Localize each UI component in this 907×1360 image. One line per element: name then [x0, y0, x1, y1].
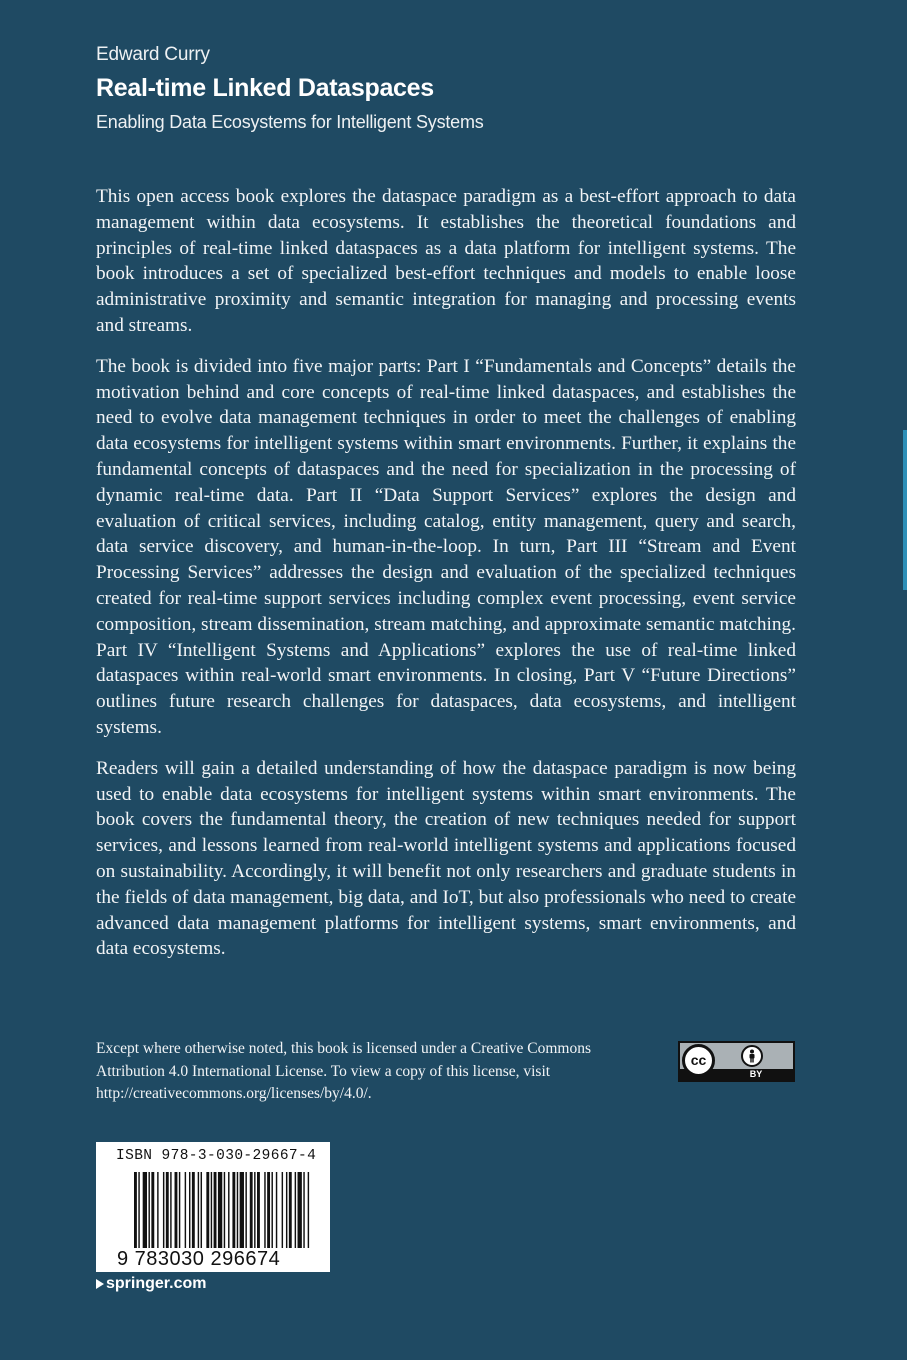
barcode-bar — [185, 1172, 186, 1258]
barcode-bar — [206, 1172, 209, 1258]
barcode-bar — [192, 1172, 195, 1258]
barcode-bar — [250, 1172, 253, 1258]
barcode-bar — [148, 1172, 149, 1258]
barcode-bar — [163, 1172, 164, 1258]
barcode-bar — [267, 1172, 270, 1258]
barcode-bar — [179, 1172, 180, 1258]
barcode — [134, 1172, 312, 1258]
barcode-bar — [170, 1172, 171, 1258]
blurb-paragraph-1: This open access book explores the dataspace paradigm as a best-effort approach to data management within data ecosystems. It establishes the theoretical foundations and principles of real-time linked dataspaces as a data platform for intelligent systems. The book introduces a set of specialized best-effort techniques and models to enable loose administrative proximity and semantic integration for managing and processing events and streams. — [96, 186, 796, 336]
barcode-bar — [245, 1172, 246, 1258]
license-notice: Except where otherwise noted, this book is licensed under a Creative Commons Attribution 4.0 International License. To view a copy of this license, visit http://creativecommons.org/licenses/by/4.0/. — [96, 1040, 592, 1102]
barcode-bar — [232, 1172, 235, 1258]
barcode-bar — [286, 1172, 287, 1258]
author-name: Edward Curry — [96, 44, 210, 65]
publisher-link-label: springer.com — [106, 1275, 207, 1292]
barcode-bar — [282, 1172, 283, 1258]
edge-strip — [903, 430, 907, 590]
barcode-bar — [271, 1172, 272, 1258]
blurb-text — [96, 184, 796, 977]
barcode-bar — [201, 1172, 202, 1258]
barcode-bar — [166, 1172, 169, 1258]
cc-icon: cc — [682, 1044, 715, 1077]
blurb-paragraph-2: The book is divided into five major parts: Part I “Fundamentals and Concepts” details the motivation behind and core concepts of real-time linked dataspaces, and establishes the need to evolve data management techniques in order to meet the challenges of enabling data ecosystems for intelligent systems within smart environments. Further, it explains the fundamental concepts of dataspaces and the need for specialization in the processing of dynamic real-time data. Part II “Data Support Services” explores the design and evaluation of critical services, including catalog, entity management, query and search, data service discovery, and human-in-the-loop. In turn, Part III “Stream and Event Processing Services” addresses the design and evaluation of the specialized techniques created for real-time support services including complex event processing, event service composition, stream dissemination, stream matching, and approximate semantic matching. Part IV “Intelligent Systems and Applications” explores the use of real-time linked dataspaces within real-world smart environments. In closing, Part V “Future Directions” outlines future research challenges for dataspaces, data ecosystems, and intelligent systems. — [96, 355, 796, 738]
barcode-bar — [257, 1172, 260, 1258]
barcode-bar — [276, 1172, 277, 1258]
barcode-bar — [228, 1172, 229, 1258]
barcode-bar — [143, 1172, 147, 1258]
barcode-bar — [157, 1172, 158, 1258]
barcode-bar — [151, 1172, 154, 1258]
barcode-bar — [237, 1172, 238, 1258]
barcode-bar — [134, 1172, 137, 1258]
book-title: Real-time Linked Dataspaces — [96, 74, 434, 102]
barcode-bar — [240, 1172, 244, 1258]
cc-by-badge — [678, 1041, 795, 1082]
barcode-bar — [289, 1172, 292, 1258]
barcode-bar — [189, 1172, 190, 1258]
barcode-bar — [214, 1172, 217, 1258]
blurb-paragraph-3: Readers will gain a detailed understanding of how the dataspace paradigm is now being used to enable data ecosystems for intelligent systems within smart environments. The book covers the fundamental theory, the creation of new techniques needed for support services, and lessons learned from real-world intelligent systems and applications focused on sustainability. Accordingly, it will benefit not only researchers and graduate students in the fields of data management, big data, and IoT, but also professionals who need to create advanced data management platforms for intelligent systems, smart environments, and data ecosystems. — [96, 757, 796, 960]
barcode-bar — [295, 1172, 296, 1258]
barcode-bar — [138, 1172, 139, 1258]
barcode-bar — [224, 1172, 225, 1258]
isbn-barcode-box — [96, 1142, 330, 1272]
publisher-link[interactable] — [96, 1275, 206, 1293]
barcode-digits: 9 783030 296674 — [117, 1248, 317, 1270]
barcode-bar — [264, 1172, 265, 1258]
barcode-bar — [211, 1172, 212, 1258]
book-subtitle: Enabling Data Ecosystems for Intelligent Systems — [96, 112, 484, 132]
arrow-right-icon — [96, 1279, 104, 1289]
barcode-bar — [218, 1172, 222, 1258]
attribution-person-icon — [741, 1045, 763, 1067]
by-label: BY — [749, 1069, 763, 1079]
isbn-label: ISBN 978-3-030-29667-4 — [116, 1148, 317, 1164]
barcode-bar — [303, 1172, 304, 1258]
barcode-bar — [298, 1172, 302, 1258]
barcode-bar — [175, 1172, 178, 1258]
barcode-bar — [198, 1172, 199, 1258]
barcode-bar — [308, 1172, 309, 1258]
barcode-bar — [254, 1172, 255, 1258]
